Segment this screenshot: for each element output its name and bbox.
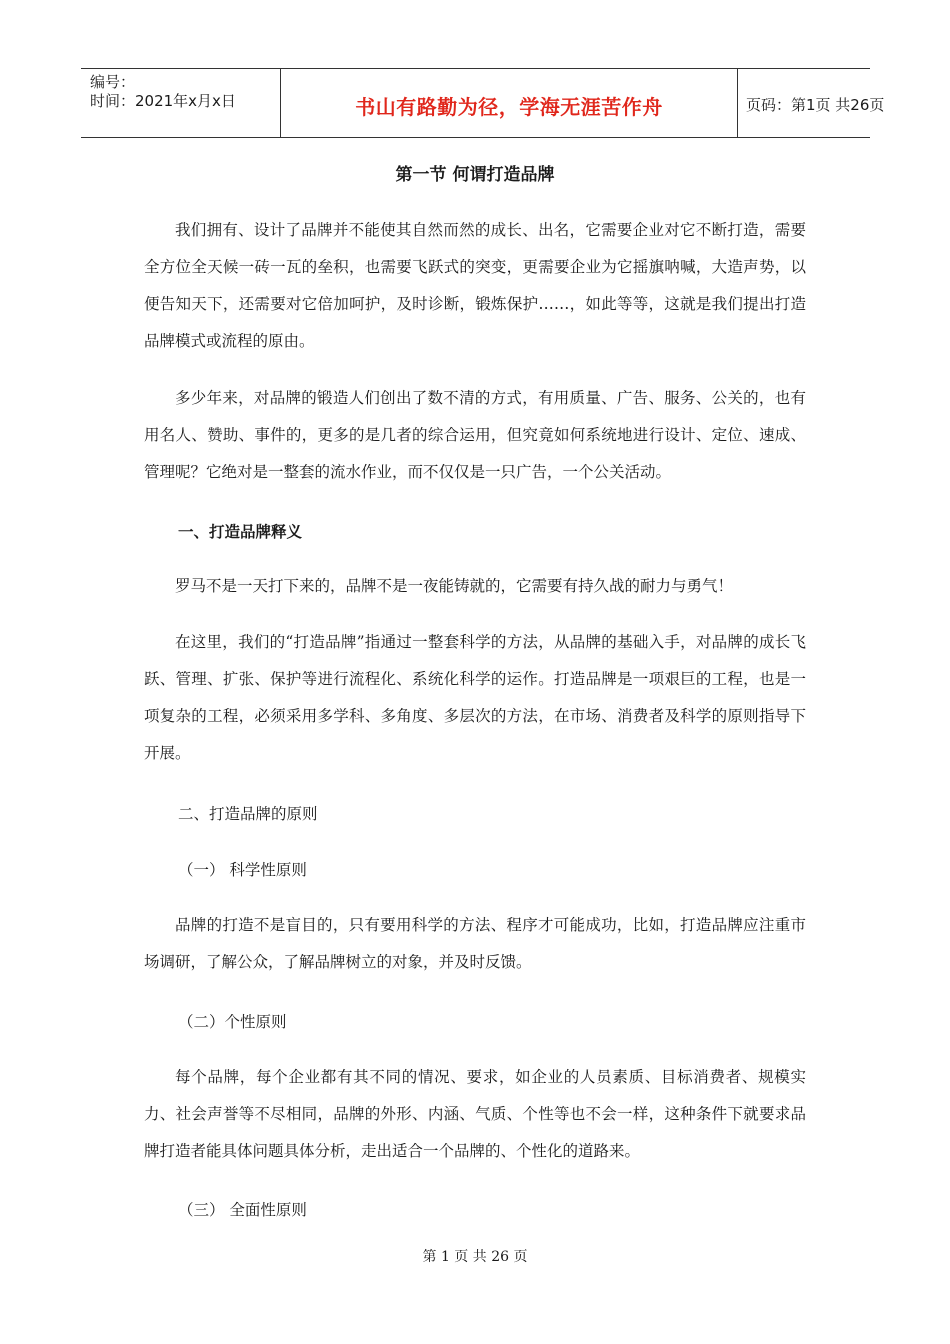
header-motto: 书山有路勤为径，学海无涯苦作舟 xyxy=(355,95,663,119)
paragraph-methods: 多少年来，对品牌的锻造人们创出了数不清的方式，有用质量、广告、服务、公关的，也有用名人、赞助、事件的，更多的是几者的综合运用，但究竟如何系统地进行设计、定位、速成、管理呢？它绝对是一整套的流水作业，而不仅仅是一只广告，一个公关活动。 xyxy=(144,389,806,481)
header-page-info: 页码：第1页 共26页 xyxy=(746,96,885,114)
paragraph-definition: 在这里，我们的“打造品牌”指通过一整套科学的方法，从品牌的基础入手，对品牌的成长飞跃、管理、扩张、保护等进行流程化、系统化科学的运作。打造品牌是一项艰巨的工程，也是一项复杂的工程，必须采用多学科、多角度、多层次的方法，在市场、消费者及科学的原则指导下开展。 xyxy=(144,633,806,762)
header-page-cell xyxy=(738,69,885,137)
section-title: 第一节 何谓打造品牌 xyxy=(395,165,555,185)
paragraph-individuality: 每个品牌，每个企业都有其不同的情况、要求，如企业的人员素质、目标消费者、规模实力、社会声誉等不尽相同，品牌的外形、内涵、气质、个性等也不会一样，这种条件下就要求品牌打造者能具体问题具体分析，走出适合一个品牌的、个性化的道路来。 xyxy=(144,1068,806,1160)
header-meta-cell xyxy=(81,69,280,137)
heading-comprehensive-principle: （三） 全面性原则 xyxy=(178,1201,307,1219)
paragraph-intro: 我们拥有、设计了品牌并不能使其自然而然的成长、出名，它需要企业对它不断打造，需要全方位全天候一砖一瓦的垒积，也需要飞跃式的突变，更需要企业为它摇旗呐喊，大造声势，以便告知天下，还需要对它倍加呵护，及时诊断，锻炼保护……，如此等等，这就是我们提出打造品牌模式或流程的原由。 xyxy=(144,221,806,350)
page-footer: 第 1 页 共 26 页 xyxy=(422,1249,528,1265)
paragraph-rome: 罗马不是一天打下来的，品牌不是一夜能铸就的，它需要有持久战的耐力与勇气！ xyxy=(175,577,734,595)
paragraph-scientific: 品牌的打造不是盲目的，只有要用科学的方法、程序才可能成功，比如，打造品牌应注重市场调研，了解公众，了解品牌树立的对象，并及时反馈。 xyxy=(144,916,806,971)
document-header xyxy=(81,68,885,138)
heading-individuality-principle: （二）个性原则 xyxy=(178,1013,287,1031)
heading-scientific-principle: （一） 科学性原则 xyxy=(178,861,307,879)
heading-principles: 二、打造品牌的原则 xyxy=(178,805,318,823)
header-motto-cell xyxy=(280,69,738,137)
document-date-label: 时间：2021年x月x日 xyxy=(90,92,236,110)
heading-definition: 一、打造品牌释义 xyxy=(178,523,303,541)
document-number-label: 编号： xyxy=(90,73,136,91)
